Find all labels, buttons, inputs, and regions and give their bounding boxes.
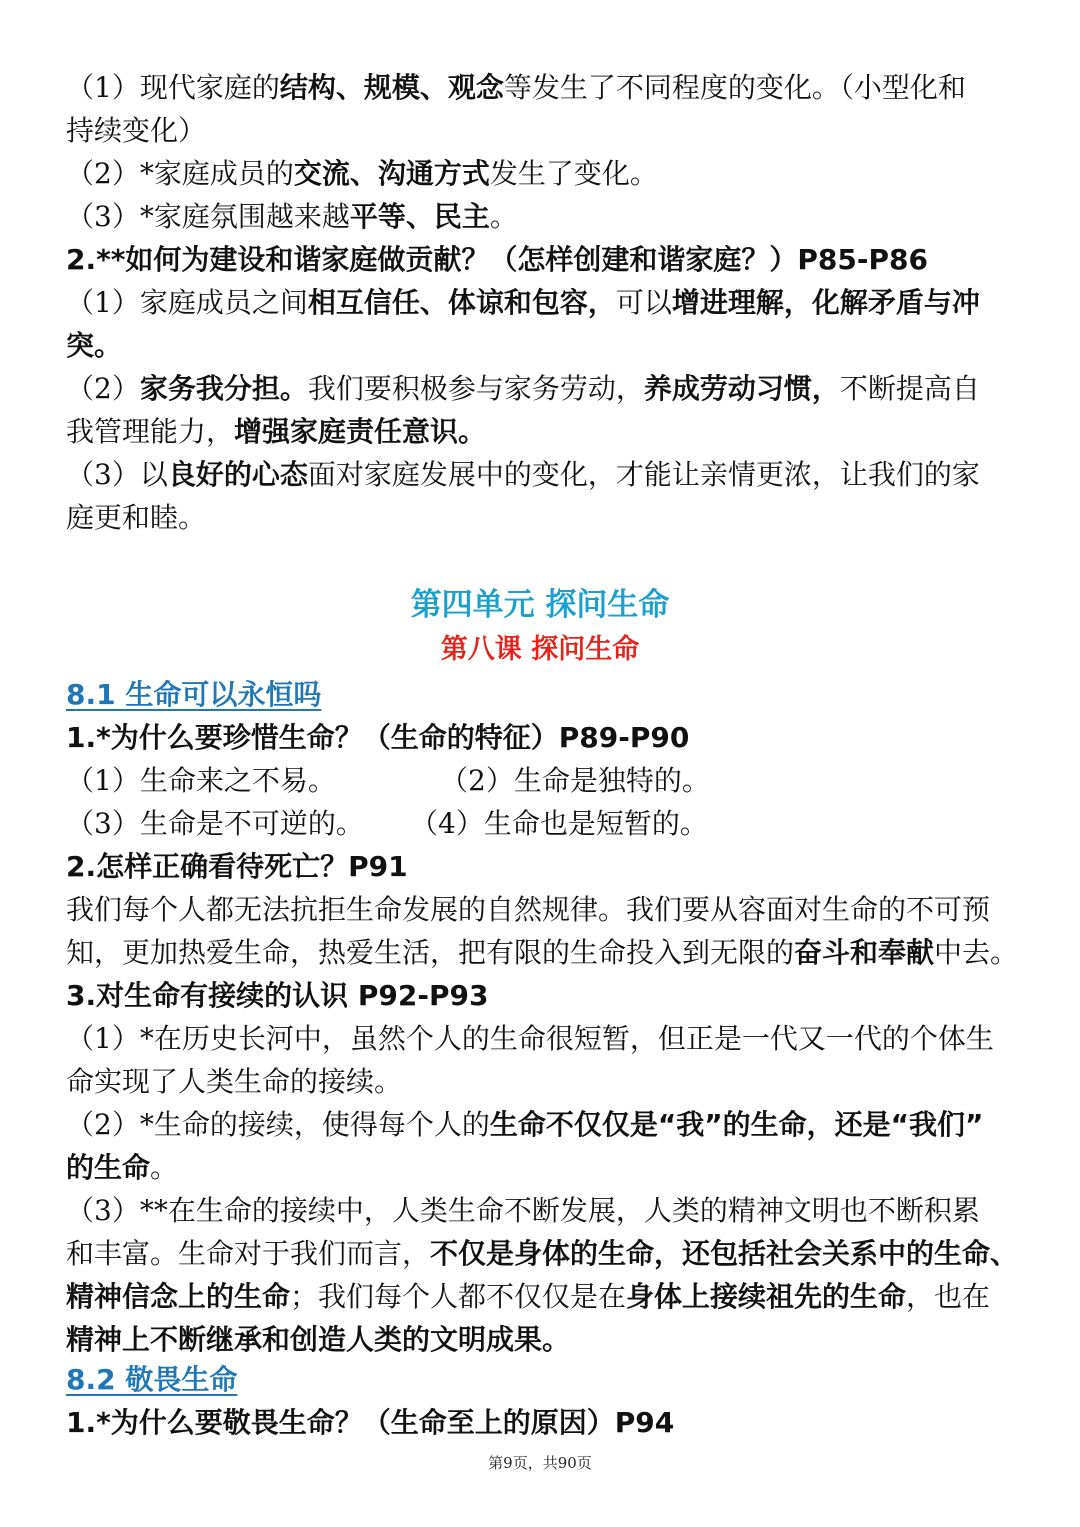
paragraph-line: （2）家务我分担。我们要积极参与家务劳动，养成劳动习惯，不断提高自 [66, 372, 980, 405]
section-heading-8-2: 8.2 敬畏生命 [66, 1363, 238, 1396]
paragraph-line: 命实现了人类生命的接续。 [66, 1065, 403, 1098]
paragraph-line: （3）*家庭氛围越来越平等、民主。 [66, 200, 518, 233]
unit-title: 第四单元 探问生命 [410, 587, 670, 623]
paragraph-line: （3）**在生命的接续中，人类生命不断发展，人类的精神文明也不断积累 [66, 1194, 980, 1227]
paragraph-line: 我们每个人都无法抗拒生命发展的自然规律。我们要从容面对生命的不可预 [66, 893, 991, 926]
page-number-footer: 第9页，共90页 [488, 1454, 592, 1472]
paragraph-line: （3）以良好的心态面对家庭发展中的变化，才能让亲情更浓，让我们的家 [66, 458, 980, 491]
question-heading: 2.**如何为建设和谐家庭做贡献？（怎样创建和谐家庭？）P85-P86 [66, 243, 929, 276]
paragraph-line: 我管理能力，增强家庭责任意识。 [66, 415, 487, 448]
paragraph-line: （3）生命是不可逆的。 （4）生命也是短暂的。 [66, 807, 708, 840]
paragraph-line: 持续变化） [66, 114, 207, 147]
paragraph-line: （1）现代家庭的结构、规模、观念等发生了不同程度的变化。（小型化和 [66, 71, 966, 104]
lesson-title: 第八课 探问生命 [440, 634, 640, 665]
question-heading: 2.怎样正确看待死亡？P91 [66, 850, 408, 883]
paragraph-line: 知，更加热爱生命，热爱生活，把有限的生命投入到无限的奋斗和奉献中去。 [66, 936, 1018, 969]
question-heading: 1.*为什么要敬畏生命？（生命至上的原因）P94 [66, 1406, 675, 1439]
paragraph-line: （1）家庭成员之间相互信任、体谅和包容，可以增进理解，化解矛盾与冲 [66, 286, 980, 319]
paragraph-line: 精神信念上的生命；我们每个人都不仅仅是在身体上接续祖先的生命，也在 [66, 1280, 991, 1313]
paragraph-line: 庭更和睦。 [66, 501, 207, 534]
paragraph-line: （2）*生命的接续，使得每个人的生命不仅仅是“我”的生命，还是“我们” [66, 1108, 984, 1141]
paragraph-line: （2）*家庭成员的交流、沟通方式发生了变化。 [66, 157, 658, 190]
paragraph-line: （1）*在历史长河中，虽然个人的生命很短暂，但正是一代又一代的个体生 [66, 1022, 994, 1055]
paragraph-line: （1）生命来之不易。 （2）生命是独特的。 [66, 764, 710, 797]
paragraph-line: 的生命。 [66, 1151, 179, 1184]
question-heading: 3.对生命有接续的认识 P92-P93 [66, 979, 489, 1012]
question-heading: 1.*为什么要珍惜生命？（生命的特征）P89-P90 [66, 721, 690, 754]
paragraph-line: 突。 [66, 329, 123, 362]
section-heading-8-1: 8.1 生命可以永恒吗 [66, 678, 322, 711]
paragraph-line: 精神上不断继承和创造人类的文明成果。 [66, 1323, 571, 1356]
paragraph-line: 和丰富。生命对于我们而言，不仅是身体的生命，还包括社会关系中的生命、 [66, 1237, 1018, 1270]
